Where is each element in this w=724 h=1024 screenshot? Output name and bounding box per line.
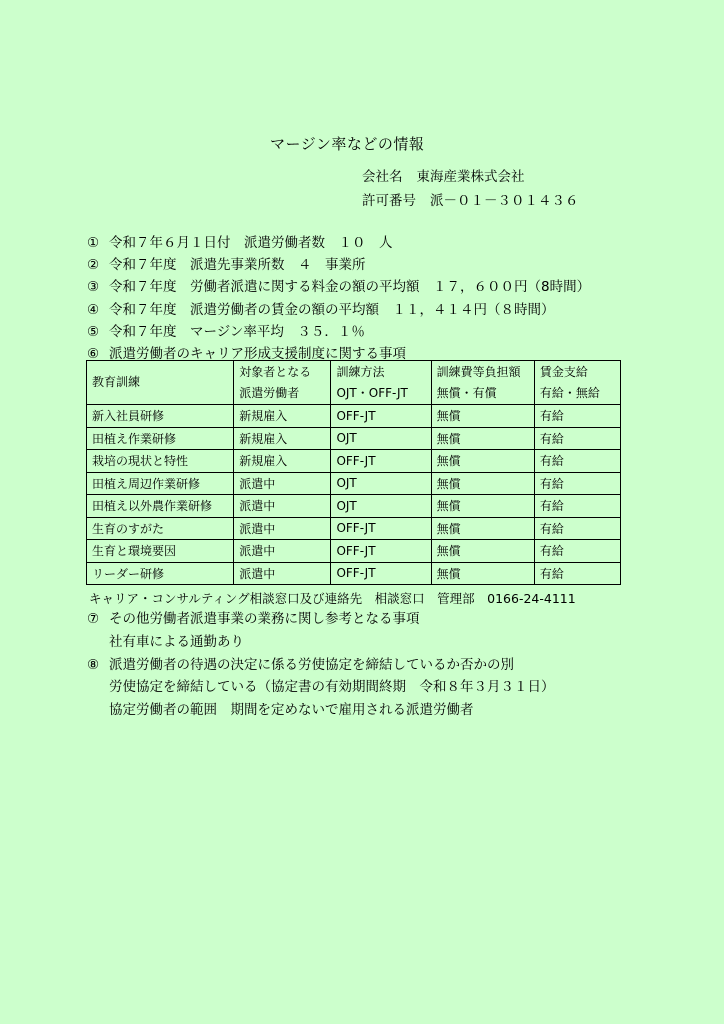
table-row [87, 495, 621, 518]
item-number: ⑦ [87, 611, 100, 627]
cell-training: 田植え以外農作業研修 [87, 495, 234, 518]
table-row [87, 562, 621, 585]
header-line: 対象者となる [239, 364, 312, 379]
table-row [87, 517, 621, 540]
cell-cost: 無償 [431, 562, 534, 585]
table-row [87, 405, 621, 428]
cell-wage: 有給 [534, 517, 620, 540]
item-number: ② [87, 257, 100, 274]
header-wage [534, 361, 620, 405]
cell-wage: 有給 [534, 562, 620, 585]
item-7-detail: 社有車による通勤あり [109, 633, 244, 650]
item-number: ④ [87, 301, 100, 318]
cell-training: 生育のすがた [87, 517, 234, 540]
cell-target: 派遣中 [234, 517, 331, 540]
cell-cost: 無償 [431, 427, 534, 450]
cell-training: 生育と環境要因 [87, 540, 234, 563]
item-text: 派遣労働者の待遇の決定に係る労使協定を締結しているか否かの別 [109, 656, 514, 673]
cell-wage: 有給 [534, 427, 620, 450]
cell-cost: 無償 [431, 517, 534, 540]
header-line: 有給・無給 [539, 385, 600, 400]
item-number: ③ [87, 279, 100, 296]
company-info [362, 165, 579, 213]
cell-method: OJT [331, 472, 431, 495]
info-item-7 [87, 608, 555, 631]
info-item-4 [87, 299, 590, 321]
info-item-2 [87, 254, 590, 276]
header-line: 無償・有償 [436, 385, 497, 400]
item-number: ⑤ [87, 323, 100, 340]
cell-target: 新規雇入 [234, 450, 331, 473]
header-line: OJT・OFF-JT [336, 385, 408, 400]
item-text: 令和７年度 労働者派遣に関する料金の額の平均額 １７，６００円（8時間） [109, 279, 591, 296]
info-item-8 [87, 654, 555, 677]
item-text: 令和７年６月１日付 派遣労働者数 １０ 人 [109, 235, 393, 251]
permit-number-label: 許可番号 [362, 193, 416, 209]
table-row [87, 472, 621, 495]
cell-training: リーダー研修 [87, 562, 234, 585]
item-text: その他労働者派遣事業の業務に関し参考となる事項 [109, 611, 420, 627]
cell-method: OFF-JT [331, 562, 431, 585]
company-name-label: 会社名 [362, 169, 403, 185]
info-item-3 [87, 276, 590, 298]
cell-wage: 有給 [534, 450, 620, 473]
header-line: 賃金支給 [539, 364, 588, 379]
cell-wage: 有給 [534, 405, 620, 428]
table-row [87, 450, 621, 473]
cell-method: OFF-JT [331, 405, 431, 428]
cell-training: 田植え作業研修 [87, 427, 234, 450]
header-line: 教育訓練 [92, 375, 141, 389]
table-row [87, 540, 621, 563]
cell-target: 派遣中 [234, 562, 331, 585]
company-name-value: 東海産業株式会社 [416, 169, 525, 185]
cell-target: 派遣中 [234, 472, 331, 495]
page-title: マージン率などの情報 [270, 135, 425, 153]
header-method [331, 361, 431, 405]
info-item-1 [87, 232, 590, 254]
cell-target: 新規雇入 [234, 427, 331, 450]
item-number: ⑧ [87, 656, 100, 673]
cell-method: OFF-JT [331, 517, 431, 540]
cell-method: OJT [331, 495, 431, 518]
cell-cost: 無償 [431, 540, 534, 563]
permit-number-value: 派－０１－３０１４３６ [430, 193, 579, 209]
permit-number-row [362, 189, 579, 213]
cell-method: OJT [331, 427, 431, 450]
cell-wage: 有給 [534, 495, 620, 518]
header-line: 訓練費等負担額 [436, 364, 521, 379]
cell-wage: 有給 [534, 540, 620, 563]
item-text: 令和７年度 マージン率平均 ３５．１％ [109, 323, 365, 340]
table-header-row [87, 361, 621, 405]
item-8-detail-1: 労使協定を締結している（協定書の有効期間終期 令和８年３月３１日） [109, 679, 555, 696]
cell-cost: 無償 [431, 405, 534, 428]
cell-training: 新入社員研修 [87, 405, 234, 428]
item-number: ⑥ [87, 345, 100, 362]
cell-target: 派遣中 [234, 540, 331, 563]
additional-items [87, 608, 555, 722]
table-row [87, 427, 621, 450]
company-name-row [362, 165, 579, 189]
header-target [234, 361, 331, 405]
info-items [87, 232, 590, 365]
cell-cost: 無償 [431, 495, 534, 518]
career-consulting-contact: キャリア・コンサルティング相談窓口及び連絡先 相談窓口 管理部 0166-24-4111 [89, 591, 576, 606]
cell-target: 派遣中 [234, 495, 331, 518]
item-text: 令和７年度 派遣先事業所数 ４ 事業所 [109, 257, 366, 274]
item-text: 令和７年度 派遣労働者の賃金の額の平均額 １１，４１４円（８時間） [109, 301, 555, 318]
item-number: ① [87, 235, 100, 251]
cell-wage: 有給 [534, 472, 620, 495]
header-cost [431, 361, 534, 405]
cell-cost: 無償 [431, 472, 534, 495]
header-line: 派遣労働者 [239, 385, 300, 400]
cell-method: OFF-JT [331, 540, 431, 563]
training-table [86, 360, 621, 585]
cell-cost: 無償 [431, 450, 534, 473]
header-training [87, 361, 234, 405]
cell-training: 栽培の現状と特性 [87, 450, 234, 473]
cell-target: 新規雇入 [234, 405, 331, 428]
item-8-detail-2: 協定労働者の範囲 期間を定めないで雇用される派遣労働者 [109, 702, 474, 719]
info-item-5 [87, 321, 590, 343]
item-text: 派遣労働者のキャリア形成支援制度に関する事項 [109, 345, 406, 362]
header-line: 訓練方法 [336, 364, 385, 379]
cell-training: 田植え周辺作業研修 [87, 472, 234, 495]
cell-method: OFF-JT [331, 450, 431, 473]
